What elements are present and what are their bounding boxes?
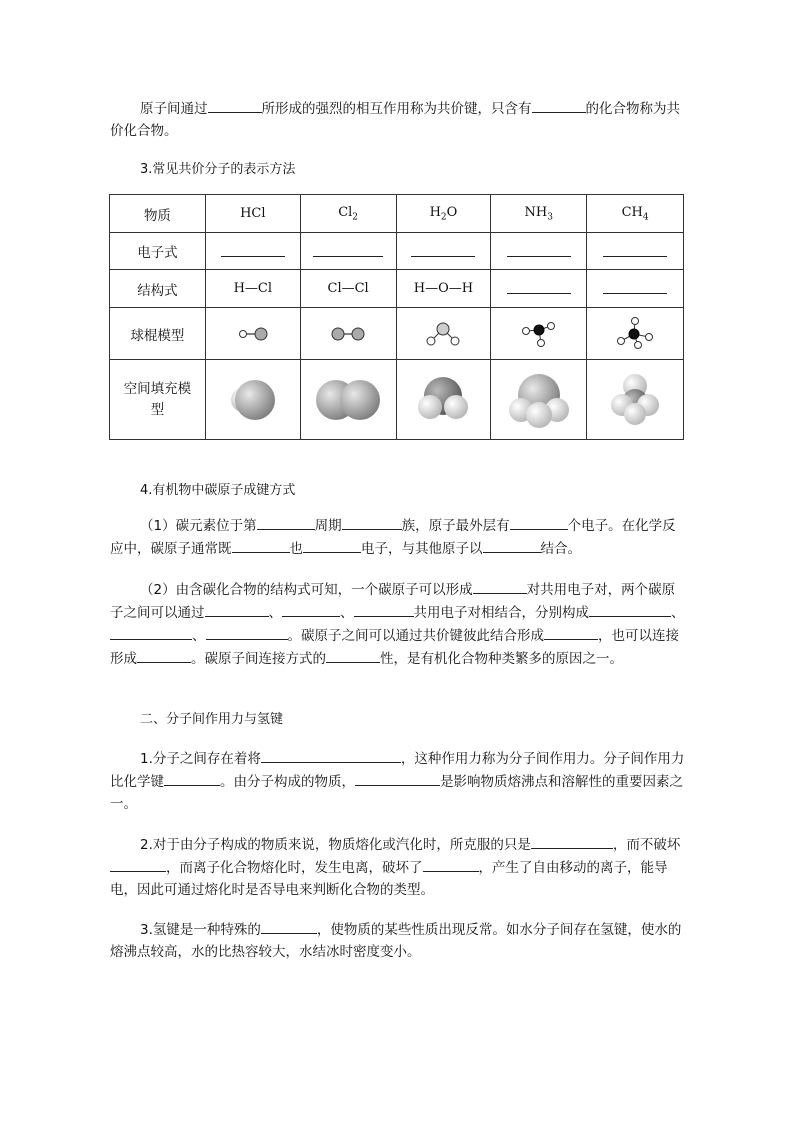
section4-paragraph-1: （1）碳元素位于第 周期 族，原子最外层有 个电子。在化学反应中，碳原子通常既 也 电子，与其他原子以 结合。 — [110, 514, 686, 560]
blank[interactable] — [483, 537, 541, 553]
blank[interactable] — [355, 770, 440, 786]
blank[interactable] — [589, 601, 671, 617]
row-label-electron: 电子式 — [110, 233, 206, 270]
h2o-ball-stick-image — [421, 319, 465, 349]
hcl-space-fill-image — [221, 370, 285, 430]
hcl-ball-stick-image — [233, 324, 273, 344]
section4-heading: 4.有机物中碳原子成键方式 — [140, 483, 296, 498]
blank[interactable] — [110, 856, 166, 872]
blank[interactable] — [257, 514, 315, 530]
structural-cl2: Cl—Cl — [300, 270, 396, 308]
blank[interactable] — [164, 770, 220, 786]
blank[interactable] — [603, 279, 667, 294]
blank[interactable] — [208, 97, 262, 113]
table-row-spacefill — [110, 360, 684, 440]
table-header-row — [110, 195, 684, 233]
part2-paragraph-2: 2.对于由分子构成的物质来说，物质熔化或汽化时，所克服的只是 ，而不破坏，而离子化合物熔化时，发生电离，破坏了 ，产生了自由移动的离子，能导电，因此可通过熔化时是否导电来判断化合物的类型。 — [110, 833, 686, 901]
row-label-spacefill: 空间填充模型 — [110, 360, 206, 440]
substance-h2o: $H_2O$ — [396, 195, 491, 233]
blank[interactable] — [232, 537, 290, 553]
blank[interactable] — [532, 97, 586, 113]
blank[interactable] — [313, 242, 383, 257]
blank[interactable] — [137, 647, 191, 663]
substance-ch4: $CH_4$ — [587, 195, 684, 233]
ch4-space-fill-image — [605, 368, 665, 432]
blank[interactable] — [423, 856, 479, 872]
intro-text-b: 所形成的强烈的相互作用称为共价键，只含有 — [261, 101, 532, 117]
blank[interactable] — [507, 242, 571, 257]
ch4-ball-stick-image — [612, 316, 658, 352]
blank[interactable] — [531, 833, 613, 849]
part2-paragraph-1: 1.分子之间存在着将 ，这种作用力称为分子间作用力。分子间作用力比化学键 。由分子构成的物质， 是影响物质熔沸点和溶解性的重要因素之一。 — [110, 747, 686, 815]
cl2-space-fill-image — [310, 370, 386, 430]
blank[interactable] — [221, 242, 285, 257]
blank[interactable] — [282, 601, 340, 617]
substance-nh3: $NH_3$ — [491, 195, 587, 233]
intro-text-c: 的化合物称为共价化合物。 — [110, 101, 680, 139]
part2-paragraph-3: 3.氢键是一种特殊的 ，使物质的某些性质出现反常。如水分子间存在氢键，使水的熔沸点较高，水的比热容较大，水结冰时密度变小。 — [110, 918, 686, 963]
blank[interactable] — [510, 514, 568, 530]
blank[interactable] — [206, 624, 288, 640]
blank[interactable] — [205, 601, 269, 617]
table-row-electron — [110, 233, 684, 270]
part2-heading: 二、分子间作用力与氢键 — [140, 712, 284, 727]
intro-text-a: 原子间通过 — [140, 101, 208, 117]
blank[interactable] — [473, 578, 527, 594]
blank[interactable] — [110, 624, 192, 640]
table-row-structural — [110, 270, 684, 308]
blank[interactable] — [354, 601, 414, 617]
substance-cl2: $Cl_2$ — [300, 195, 396, 233]
section3-heading: 3.常见共价分子的表示方法 — [140, 162, 296, 177]
blank[interactable] — [544, 624, 598, 640]
header-label: 物质 — [110, 195, 206, 233]
cl2-ball-stick-image — [326, 324, 370, 344]
intro-paragraph — [110, 97, 686, 142]
covalent-molecule-table — [109, 194, 684, 440]
nh3-space-fill-image — [504, 368, 574, 432]
blank[interactable] — [411, 242, 475, 257]
nh3-ball-stick-image — [517, 318, 561, 350]
blank[interactable] — [507, 279, 571, 294]
blank[interactable] — [603, 242, 667, 257]
row-label-ballstick: 球棍模型 — [110, 308, 206, 360]
blank[interactable] — [261, 747, 401, 763]
h2o-space-fill-image — [411, 370, 475, 430]
blank[interactable] — [261, 918, 317, 934]
blank[interactable] — [326, 647, 380, 663]
structural-h2o: H—O—H — [396, 270, 491, 308]
blank[interactable] — [303, 537, 361, 553]
row-label-structural: 结构式 — [110, 270, 206, 308]
substance-hcl: HCl — [205, 195, 300, 233]
structural-hcl: H—Cl — [205, 270, 300, 308]
blank[interactable] — [342, 514, 402, 530]
section4-paragraph-2: （2）由含碳化合物的结构式可知，一个碳原子可以形成 对共用电子对，两个碳原子之间可以通过 、 、 共用电子对相结合，分别构成 、、 。碳原子之间可以通过共价键彼此结合形成 ，也可以连接形成 。碳原子间连接方式的 性，是有机化合物种类繁多的原因之一。 — [110, 578, 686, 670]
table-row-ballstick — [110, 308, 684, 360]
